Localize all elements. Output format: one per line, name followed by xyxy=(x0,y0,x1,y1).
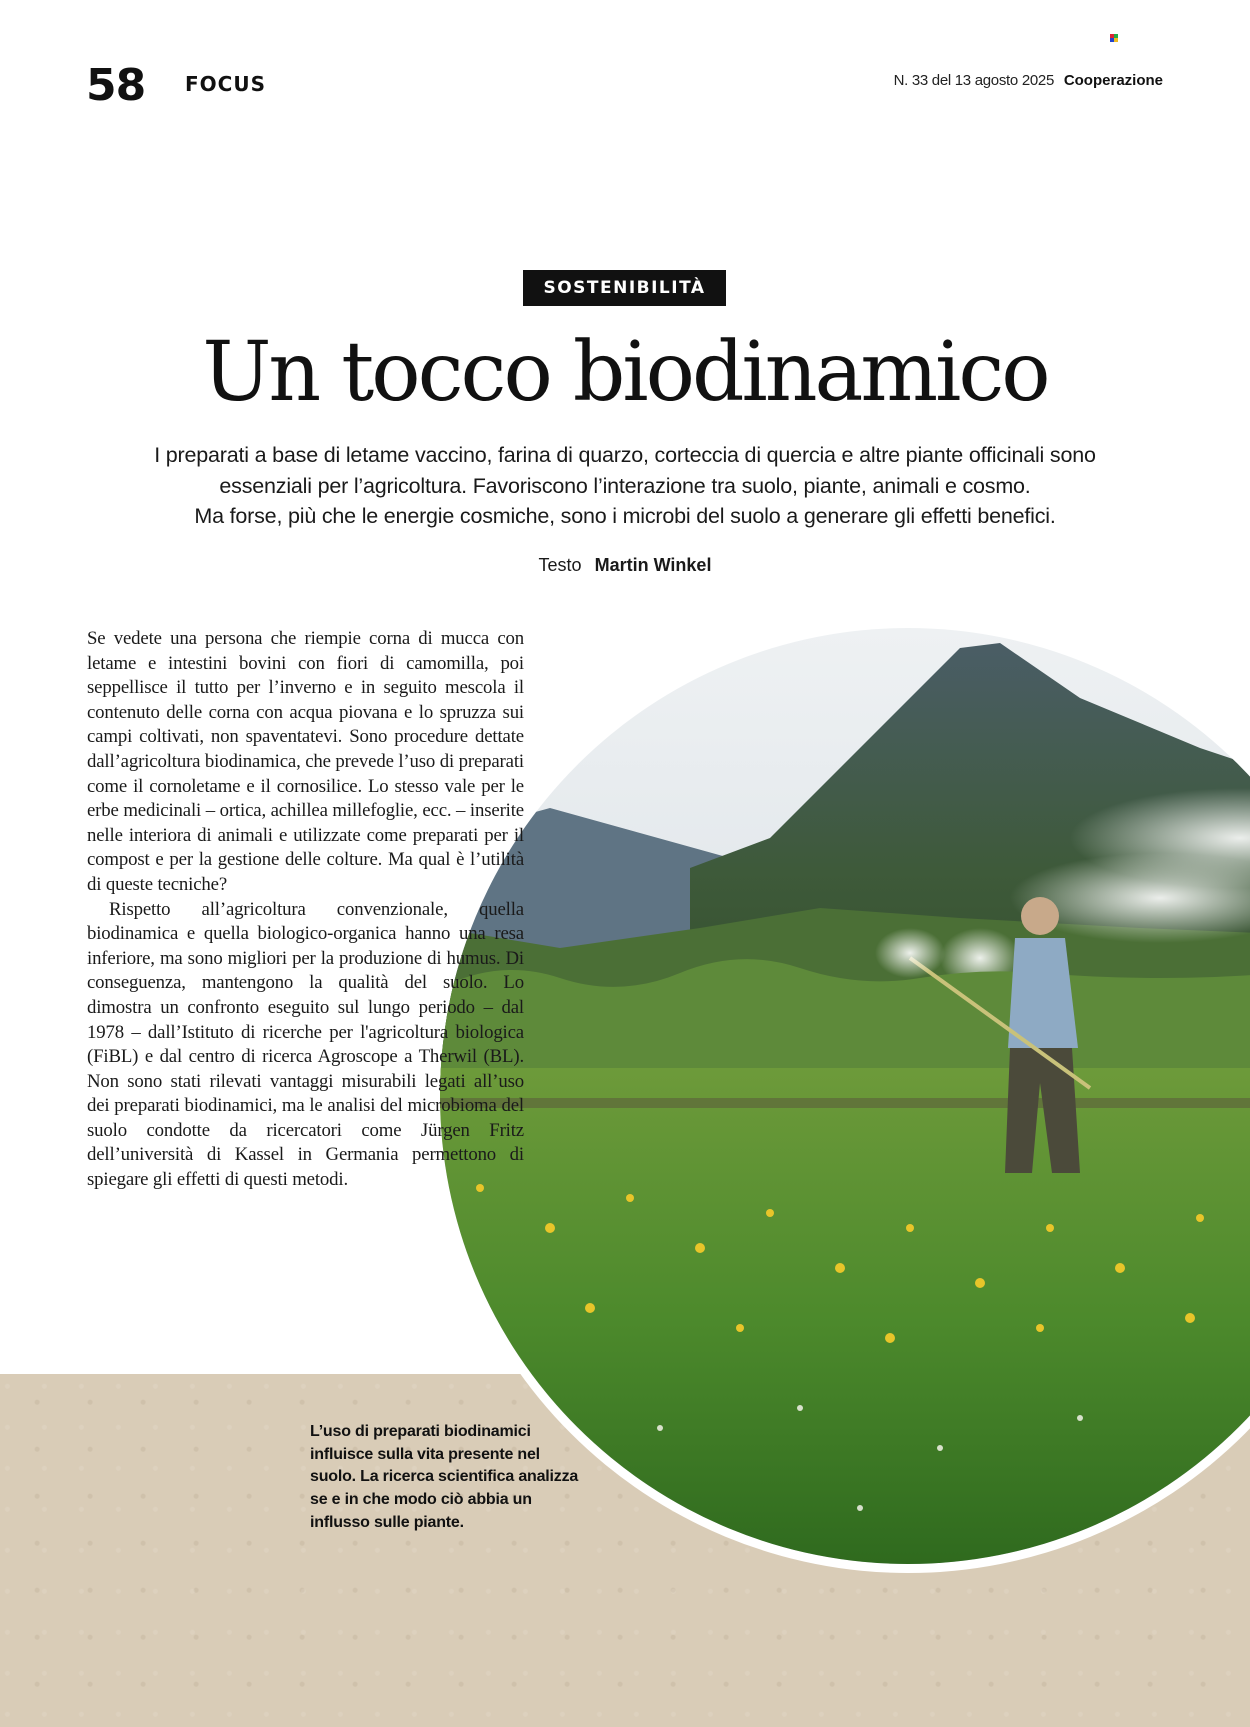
lead-line: Ma forse, più che le energie cosmiche, sono i microbi del suolo a generare gli effetti benefici. xyxy=(194,504,1056,528)
magazine-name: Cooperazione xyxy=(1063,72,1163,89)
article-title: Un tocco biodinamico xyxy=(202,325,1048,420)
issue-info: N. 33 del 13 agosto 2025 xyxy=(893,72,1054,89)
author-name: Martin Winkel xyxy=(594,555,712,575)
lead-line: I preparati a base di letame vaccino, farina di quarzo, corteccia di quercia e altre piante officinali sono xyxy=(154,443,1096,467)
byline-label: Testo xyxy=(538,555,582,575)
body-paragraph: Se vedete una persona che riempie corna di mucca con letame e intestini bovini con fiori di camomilla, poi seppellisce il tutto per l’inverno e in seguito mescola il contenuto delle corna con acqua piovana e lo spruzza sui campi coltivati, non spaventatevi. Sono procedure dettate dall’agricoltura biodinamica, che prevede l’uso di preparati come il cornoletame e il cornosilice. Lo stesso vale per le erbe medicinali – ortica, achillea millefoglie, ecc. – inserite nelle interiora di animali e utilizzate come preparati per il compost e per la gestione delle colture. Ma qual è l’utilità di queste tecniche? xyxy=(87,628,524,895)
article-body xyxy=(87,627,524,1193)
section-label: FOCUS xyxy=(185,72,266,96)
body-paragraph: Rispetto all’agricoltura convenzionale, quella biodinamica e quella biologico-organica hanno una resa inferiore, ma sono migliori per la produzione di humus. Di conseguenza, mantengono la qualità del suolo. Lo dimostra un confronto eseguito sul lungo periodo – dal 1978 – dall’Istituto di ricerche per l'agricoltura biologica (FiBL) e dal centro di ricerca Agroscope a Therwil (BL). Non sono stati rilevati vantaggi misurabili legati all’uso dei preparati biodinamici, ma le analisi del microbioma del suolo condotte da ricercatori come Jürgen Fritz dell’università di Kassel in Germania permettono di spiegare gli effetti di questi metodi. xyxy=(87,898,524,1191)
category-badge: SOSTENIBILITÀ xyxy=(523,270,726,306)
lead-line: essenziali per l’agricoltura. Favoriscono l’interazione tra suolo, piante, animali e cosmo. xyxy=(219,473,1031,498)
byline xyxy=(0,555,1250,576)
color-registration-mark xyxy=(1110,34,1118,42)
page-number: 58 xyxy=(86,60,146,111)
article-lead xyxy=(100,440,1150,532)
photo-caption: L’uso di preparati biodinamici influisce sulla vita presente nel suolo. La ricerca scientifica analizza se e in che modo ciò abbia un influsso sulle piante. xyxy=(310,1423,579,1531)
